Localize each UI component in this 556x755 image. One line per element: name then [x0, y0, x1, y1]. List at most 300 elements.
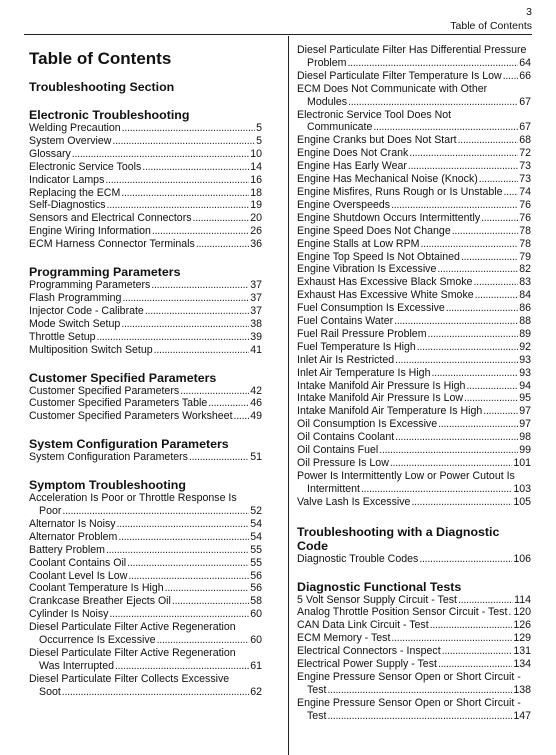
dot-leader [196, 238, 249, 251]
dot-leader [62, 505, 249, 518]
dot-leader [483, 405, 518, 418]
page-title: Table of Contents [29, 49, 172, 68]
toc-page-number: 147 [513, 709, 531, 722]
toc-entry[interactable] [297, 354, 531, 367]
toc-entry[interactable] [29, 647, 262, 673]
toc-entry[interactable] [297, 328, 531, 341]
toc-entry[interactable] [29, 122, 262, 135]
toc-page-number: 99 [519, 444, 531, 457]
dot-leader [458, 594, 513, 607]
toc-entry-text: Analog Throttle Position Sensor Circuit - Test [297, 606, 508, 619]
toc-page-number: 98 [519, 431, 531, 444]
toc-entry-text: Oil Consumption Is Excessive [297, 418, 438, 431]
toc-entry[interactable] [297, 315, 531, 328]
left-groups [29, 108, 262, 699]
toc-entry[interactable] [29, 212, 262, 225]
dot-leader [437, 263, 518, 276]
toc-entry-text: Sensors and Electrical Connectors [29, 212, 192, 225]
toc-page-number: 68 [519, 134, 531, 147]
toc-entry-text: Intake Manifold Air Pressure Is Low [297, 392, 464, 405]
toc-page-number: 51 [250, 451, 262, 464]
toc-entry[interactable] [297, 199, 531, 212]
dot-leader [481, 212, 518, 225]
toc-page-number: 20 [250, 212, 262, 225]
dot-leader [118, 531, 249, 544]
toc-entry-text: Cylinder Is Noisy [29, 608, 109, 621]
toc-entry-text: Engine Cranks but Does Not Start [297, 134, 457, 147]
toc-entry[interactable] [297, 225, 531, 238]
toc-page-number: 42 [250, 384, 262, 397]
toc-page-number: 49 [250, 410, 262, 423]
toc-entry[interactable] [297, 606, 531, 619]
toc-page-number: 86 [519, 302, 531, 315]
toc-page-number: 88 [519, 315, 531, 328]
right-entries [297, 44, 531, 509]
dot-leader [157, 634, 250, 647]
toc-page-number: 126 [513, 619, 531, 632]
toc-entry-text: Intake Manifold Air Pressure Is High [297, 379, 466, 392]
dot-leader [428, 328, 519, 341]
section-heading: Troubleshooting Section [29, 80, 175, 94]
toc-page-number: 114 [514, 593, 531, 606]
toc-entry[interactable] [297, 658, 531, 671]
dot-leader [479, 173, 518, 186]
toc-entry[interactable] [297, 392, 531, 405]
toc-entry[interactable] [29, 621, 262, 647]
toc-page-number: 54 [250, 530, 262, 543]
toc-entry[interactable] [29, 135, 262, 148]
toc-entry[interactable] [29, 673, 262, 699]
toc-page-number: 36 [250, 238, 262, 251]
toc-page-number: 64 [519, 56, 531, 69]
toc-page-number: 97 [519, 405, 531, 418]
dot-leader [115, 660, 249, 673]
dot-leader [327, 684, 512, 697]
toc-page-number: 72 [519, 147, 531, 160]
toc-entry[interactable] [297, 147, 531, 160]
dot-leader [452, 225, 518, 238]
toc-entry-line1: Electronic Service Tool Does Not [297, 108, 452, 121]
dot-leader [473, 276, 518, 289]
dot-leader [109, 608, 249, 621]
toc-page-number: 83 [519, 276, 531, 289]
toc-page-number: 14 [250, 160, 262, 173]
dot-leader [348, 96, 518, 109]
column-divider [288, 36, 289, 755]
toc-entry-text: Alternator Is Noisy [29, 517, 116, 530]
toc-entry-line2 [297, 684, 531, 697]
toc-page-number: 93 [519, 353, 531, 366]
toc-page-number: 78 [519, 237, 531, 250]
toc-page-number: 60 [250, 608, 262, 621]
left-column [29, 42, 262, 699]
toc-entry-line1: Diesel Particulate Filter Has Differential Pressure [297, 44, 527, 56]
toc-page-number: 73 [519, 160, 531, 173]
toc-entry-text: Crankcase Breather Ejects Oil [29, 595, 171, 608]
toc-entry[interactable] [297, 109, 531, 135]
toc-entry[interactable] [297, 405, 531, 418]
toc-entry[interactable] [297, 83, 531, 109]
toc-page-number: 54 [250, 517, 262, 530]
toc-page-number: 55 [250, 556, 262, 569]
toc-entry-text: Exhaust Has Excessive Black Smoke [297, 276, 473, 289]
toc-entry-text: Fuel Rail Pressure Problem [297, 327, 427, 340]
toc-page-number: 37 [250, 291, 262, 304]
toc-entry-line1: Diesel Particulate Filter Active Regeneration [29, 621, 236, 634]
toc-page-number: 89 [519, 327, 531, 340]
toc-entry[interactable] [29, 199, 262, 212]
toc-page-number: 129 [513, 632, 531, 645]
group-heading: Electronic Troubleshooting [29, 108, 190, 122]
toc-entry[interactable] [29, 595, 262, 608]
dot-leader [430, 619, 513, 632]
toc-page-number: 41 [250, 343, 262, 356]
dot-leader [442, 645, 513, 658]
toc-page-number: 26 [250, 225, 262, 238]
toc-entry-text: Intermittent [307, 482, 360, 495]
toc-page-number: 66 [519, 69, 531, 82]
toc-entry-text: Replacing the ECM [29, 186, 121, 199]
toc-entry-text: Engine Misfires, Runs Rough or Is Unstable [297, 185, 503, 198]
toc-entry[interactable] [297, 457, 531, 470]
dot-leader [121, 187, 249, 200]
toc-entry-text: Customer Specified Parameters [29, 384, 180, 397]
dot-leader [464, 392, 518, 405]
dot-leader [151, 279, 249, 292]
dot-leader [373, 121, 518, 134]
dot-leader [361, 483, 512, 496]
running-head: Table of Contents [450, 20, 532, 32]
toc-entry[interactable] [29, 397, 262, 410]
group-heading: System Configuration Parameters [29, 437, 229, 452]
toc-entry-text: Oil Contains Coolant [297, 431, 395, 444]
toc-page-number: 55 [250, 543, 262, 556]
toc-entry[interactable] [29, 570, 262, 583]
toc-entry-line2 [297, 121, 531, 134]
toc-page-number: 97 [519, 418, 531, 431]
toc-page-number: 94 [519, 379, 531, 392]
toc-entry[interactable] [29, 451, 262, 464]
toc-entry[interactable] [297, 251, 531, 264]
dot-leader [475, 289, 519, 302]
toc-entry-line1: Acceleration Is Poor or Throttle Response Is [29, 492, 237, 505]
dot-leader [105, 174, 249, 187]
dot-leader [145, 305, 249, 318]
toc-page-number: 38 [250, 317, 262, 330]
dot-leader [62, 686, 249, 699]
dot-leader [142, 161, 249, 174]
toc-entry[interactable] [297, 212, 531, 225]
toc-entry[interactable] [297, 496, 531, 509]
toc-page-number: 67 [519, 121, 531, 134]
dot-leader [438, 658, 512, 671]
toc-entry[interactable] [297, 671, 531, 697]
right-groups [297, 525, 531, 723]
toc-page-number: 82 [519, 263, 531, 276]
group-heading: Symptom Troubleshooting [29, 478, 186, 493]
toc-page-number: 18 [250, 186, 262, 199]
toc-page-number: 52 [250, 505, 262, 518]
toc-entry-text: System Overview [29, 134, 112, 147]
toc-entry-line1: ECM Does Not Communicate with Other [297, 82, 488, 95]
toc-entry-text: Coolant Contains Oil [29, 556, 127, 569]
toc-entry[interactable] [297, 263, 531, 276]
toc-entry-text: Multiposition Switch Setup [29, 343, 153, 356]
toc-page-number: 5 [256, 134, 262, 147]
toc-page-number: 79 [519, 250, 531, 263]
dot-leader [189, 451, 249, 464]
toc-page-number: 58 [250, 595, 262, 608]
toc-entry[interactable] [297, 160, 531, 173]
toc-entry-text: Modules [307, 95, 348, 108]
toc-entry-text: Engine Has Early Wear [297, 160, 407, 173]
dot-leader [458, 134, 519, 147]
toc-entry-text: Glossary [29, 147, 71, 160]
dot-leader [409, 147, 518, 160]
dot-leader [408, 160, 518, 173]
toc-entry-text: Coolant Level Is Low [29, 569, 128, 582]
dot-leader [391, 199, 518, 212]
toc-entry[interactable] [29, 344, 262, 357]
dot-leader [122, 122, 255, 135]
toc-entry-line1: Power Is Intermittently Low or Power Cutout Is [297, 469, 515, 482]
toc-entry-text: Fuel Temperature Is High [297, 340, 416, 353]
toc-entry-text: Flash Programming [29, 291, 122, 304]
toc-entry-text: Battery Problem [29, 543, 105, 556]
toc-entry[interactable] [29, 187, 262, 200]
toc-entry[interactable] [297, 444, 531, 457]
toc-entry-text: Electronic Service Tools [29, 160, 142, 173]
toc-entry[interactable] [29, 161, 262, 174]
dot-leader [347, 57, 518, 70]
dot-leader [411, 496, 512, 509]
toc-entry-line2 [297, 710, 531, 723]
toc-page-number: 10 [250, 147, 262, 160]
toc-entry-text: Engine Has Mechanical Noise (Knock) [297, 173, 478, 186]
toc-entry-line1: Engine Pressure Sensor Open or Short Circuit - [297, 670, 521, 683]
toc-entry[interactable] [297, 134, 531, 147]
toc-entry[interactable] [29, 238, 262, 251]
toc-entry[interactable] [297, 645, 531, 658]
toc-entry[interactable] [297, 173, 531, 186]
toc-entry-text: Coolant Temperature Is High [29, 582, 164, 595]
dot-leader [128, 570, 249, 583]
toc-page-number: 131 [513, 645, 531, 658]
toc-page-number: 76 [519, 211, 531, 224]
dot-leader [106, 544, 249, 557]
toc-entry[interactable] [297, 302, 531, 315]
toc-page-number: 67 [519, 95, 531, 108]
dot-leader [97, 331, 250, 344]
toc-entry[interactable] [297, 341, 531, 354]
toc-page-number: 93 [519, 366, 531, 379]
toc-page-number: 138 [513, 683, 531, 696]
toc-entry[interactable] [297, 367, 531, 380]
toc-entry-text: Engine Top Speed Is Not Obtained [297, 250, 460, 263]
dot-leader [122, 292, 249, 305]
dot-leader [390, 457, 512, 470]
toc-entry[interactable] [29, 492, 262, 518]
toc-entry-text: Throttle Setup [29, 330, 96, 343]
group-heading: Diagnostic Functional Tests [297, 579, 462, 594]
toc-entry-line1: Diesel Particulate Filter Active Regeneration [29, 647, 236, 659]
toc-entry[interactable] [297, 553, 531, 566]
dot-leader [117, 518, 250, 531]
toc-entry-text: Fuel Contains Water [297, 315, 394, 328]
dot-leader [121, 318, 249, 331]
toc-page-number: 37 [250, 304, 262, 317]
toc-page-number: 92 [519, 340, 531, 353]
group-heading: Customer Specified Parameters [29, 370, 217, 385]
toc-entry-line2 [29, 686, 262, 699]
toc-page-number: 46 [250, 397, 262, 410]
toc-page-number: 84 [519, 289, 531, 302]
toc-page-number: 78 [519, 224, 531, 237]
group-heading: Programming Parameters [29, 265, 181, 280]
toc-entry-text: Problem [307, 56, 347, 69]
dot-leader [154, 344, 250, 357]
toc-entry-text: System Configuration Parameters [29, 451, 188, 464]
toc-entry[interactable] [29, 279, 262, 292]
dot-leader [508, 606, 512, 619]
toc-entry-text: Diagnostic Trouble Codes [297, 552, 419, 565]
header-rule [24, 34, 532, 35]
toc-page-number: 16 [250, 173, 262, 186]
toc-entry-text: Engine Wiring Information [29, 225, 151, 238]
toc-entry[interactable] [297, 619, 531, 632]
toc-entry-text: Engine Shutdown Occurs Intermittently [297, 211, 481, 224]
toc-entry-text: Oil Pressure Is Low [297, 457, 389, 469]
toc-entry-text: Indicator Lamps [29, 173, 105, 186]
toc-entry-line2 [29, 634, 262, 647]
page-number: 3 [526, 6, 532, 18]
toc-entry-text: Engine Speed Does Not Change [297, 224, 451, 237]
dot-leader [504, 186, 519, 199]
dot-leader [466, 380, 518, 393]
toc-entry[interactable] [29, 305, 262, 318]
toc-entry-text: Intake Manifold Air Temperature Is High [297, 405, 483, 418]
toc-entry[interactable] [297, 470, 531, 496]
toc-entry[interactable] [29, 608, 262, 621]
toc-entry[interactable] [29, 174, 262, 187]
toc-entry-text: Soot [39, 685, 61, 698]
toc-entry[interactable] [29, 518, 262, 531]
toc-page-number: 62 [250, 685, 262, 698]
toc-entry-line2 [297, 57, 531, 70]
toc-page-number: 74 [519, 185, 531, 198]
toc-entry-text: Valve Lash Is Excessive [297, 495, 411, 508]
toc-entry-text: ECM Memory - Test [297, 632, 391, 645]
toc-page-number: 105 [513, 495, 531, 508]
toc-entry[interactable] [297, 44, 531, 70]
toc-entry[interactable] [297, 632, 531, 645]
toc-entry-line1: Diesel Particulate Filter Collects Excessive [29, 672, 230, 685]
dot-leader [165, 582, 250, 595]
dot-leader [172, 595, 249, 608]
toc-entry[interactable] [297, 431, 531, 444]
dot-leader [379, 444, 518, 457]
dot-leader [234, 410, 250, 423]
toc-entry[interactable] [297, 186, 531, 199]
toc-entry-text: Self-Diagnostics [29, 199, 106, 212]
toc-entry[interactable] [29, 148, 262, 161]
dot-leader [438, 418, 518, 431]
toc-entry-text: Poor [39, 505, 62, 518]
toc-entry-line2 [297, 483, 531, 496]
toc-entry[interactable] [297, 276, 531, 289]
toc-entry-line1: Engine Pressure Sensor Open or Short Circuit - [297, 696, 521, 709]
dot-leader [208, 397, 249, 410]
toc-page-number: 95 [519, 392, 531, 405]
dot-leader [180, 385, 249, 398]
toc-entry-text: Communicate [307, 121, 373, 134]
toc-entry[interactable] [29, 318, 262, 331]
toc-entry-text: Engine Overspeeds [297, 198, 391, 211]
toc-entry[interactable] [29, 544, 262, 557]
dot-leader [503, 70, 519, 83]
toc-entry[interactable] [29, 331, 262, 344]
toc-entry[interactable] [29, 385, 262, 398]
toc-entry[interactable] [297, 594, 531, 607]
toc-page-number: 73 [519, 173, 531, 186]
toc-entry[interactable] [29, 531, 262, 544]
toc-entry-text: Was Interrupted [39, 659, 114, 672]
toc-entry[interactable] [297, 70, 531, 83]
toc-entry-text: Programming Parameters [29, 279, 151, 292]
dot-leader [112, 135, 255, 148]
toc-entry-text: Oil Contains Fuel [297, 444, 379, 457]
dot-leader [420, 238, 518, 251]
toc-entry[interactable] [297, 380, 531, 393]
group-heading: Troubleshooting with a Diagnostic Code [297, 524, 500, 553]
dot-leader [152, 225, 249, 238]
dot-leader [327, 710, 512, 723]
dot-leader [446, 302, 518, 315]
toc-entry-text: Electrical Power Supply - Test [297, 658, 437, 671]
toc-page-number: 61 [250, 659, 262, 672]
dot-leader [127, 557, 249, 570]
toc-page-number: 39 [250, 330, 262, 343]
toc-entry[interactable] [297, 418, 531, 431]
toc-page-number: 106 [513, 552, 531, 565]
toc-entry-text: Engine Does Not Crank [297, 147, 409, 160]
toc-entry[interactable] [297, 289, 531, 302]
toc-entry-text: ECM Harness Connector Terminals [29, 238, 195, 251]
toc-entry-text: Customer Specified Parameters Worksheet [29, 410, 233, 423]
toc-page-number: 56 [250, 582, 262, 595]
toc-entry-text: Inlet Air Is Restricted [297, 353, 395, 366]
toc-entry-text: Fuel Consumption Is Excessive [297, 302, 445, 315]
dot-leader [394, 315, 518, 328]
toc-entry-text: Alternator Problem [29, 530, 118, 543]
toc-page-number: 37 [250, 279, 262, 292]
dot-leader [391, 632, 512, 645]
toc-entry[interactable] [29, 582, 262, 595]
toc-page-number: 103 [513, 482, 531, 495]
toc-entry-text: Test [307, 709, 327, 722]
toc-page-number: 5 [256, 122, 262, 134]
toc-entry[interactable] [297, 697, 531, 723]
toc-entry[interactable] [297, 238, 531, 251]
toc-entry[interactable] [29, 410, 262, 423]
right-column [297, 44, 531, 723]
toc-entry[interactable] [29, 225, 262, 238]
dot-leader [193, 212, 250, 225]
toc-entry[interactable] [29, 292, 262, 305]
toc-page-number: 101 [513, 457, 531, 469]
dot-leader [395, 431, 518, 444]
toc-entry[interactable] [29, 557, 262, 570]
